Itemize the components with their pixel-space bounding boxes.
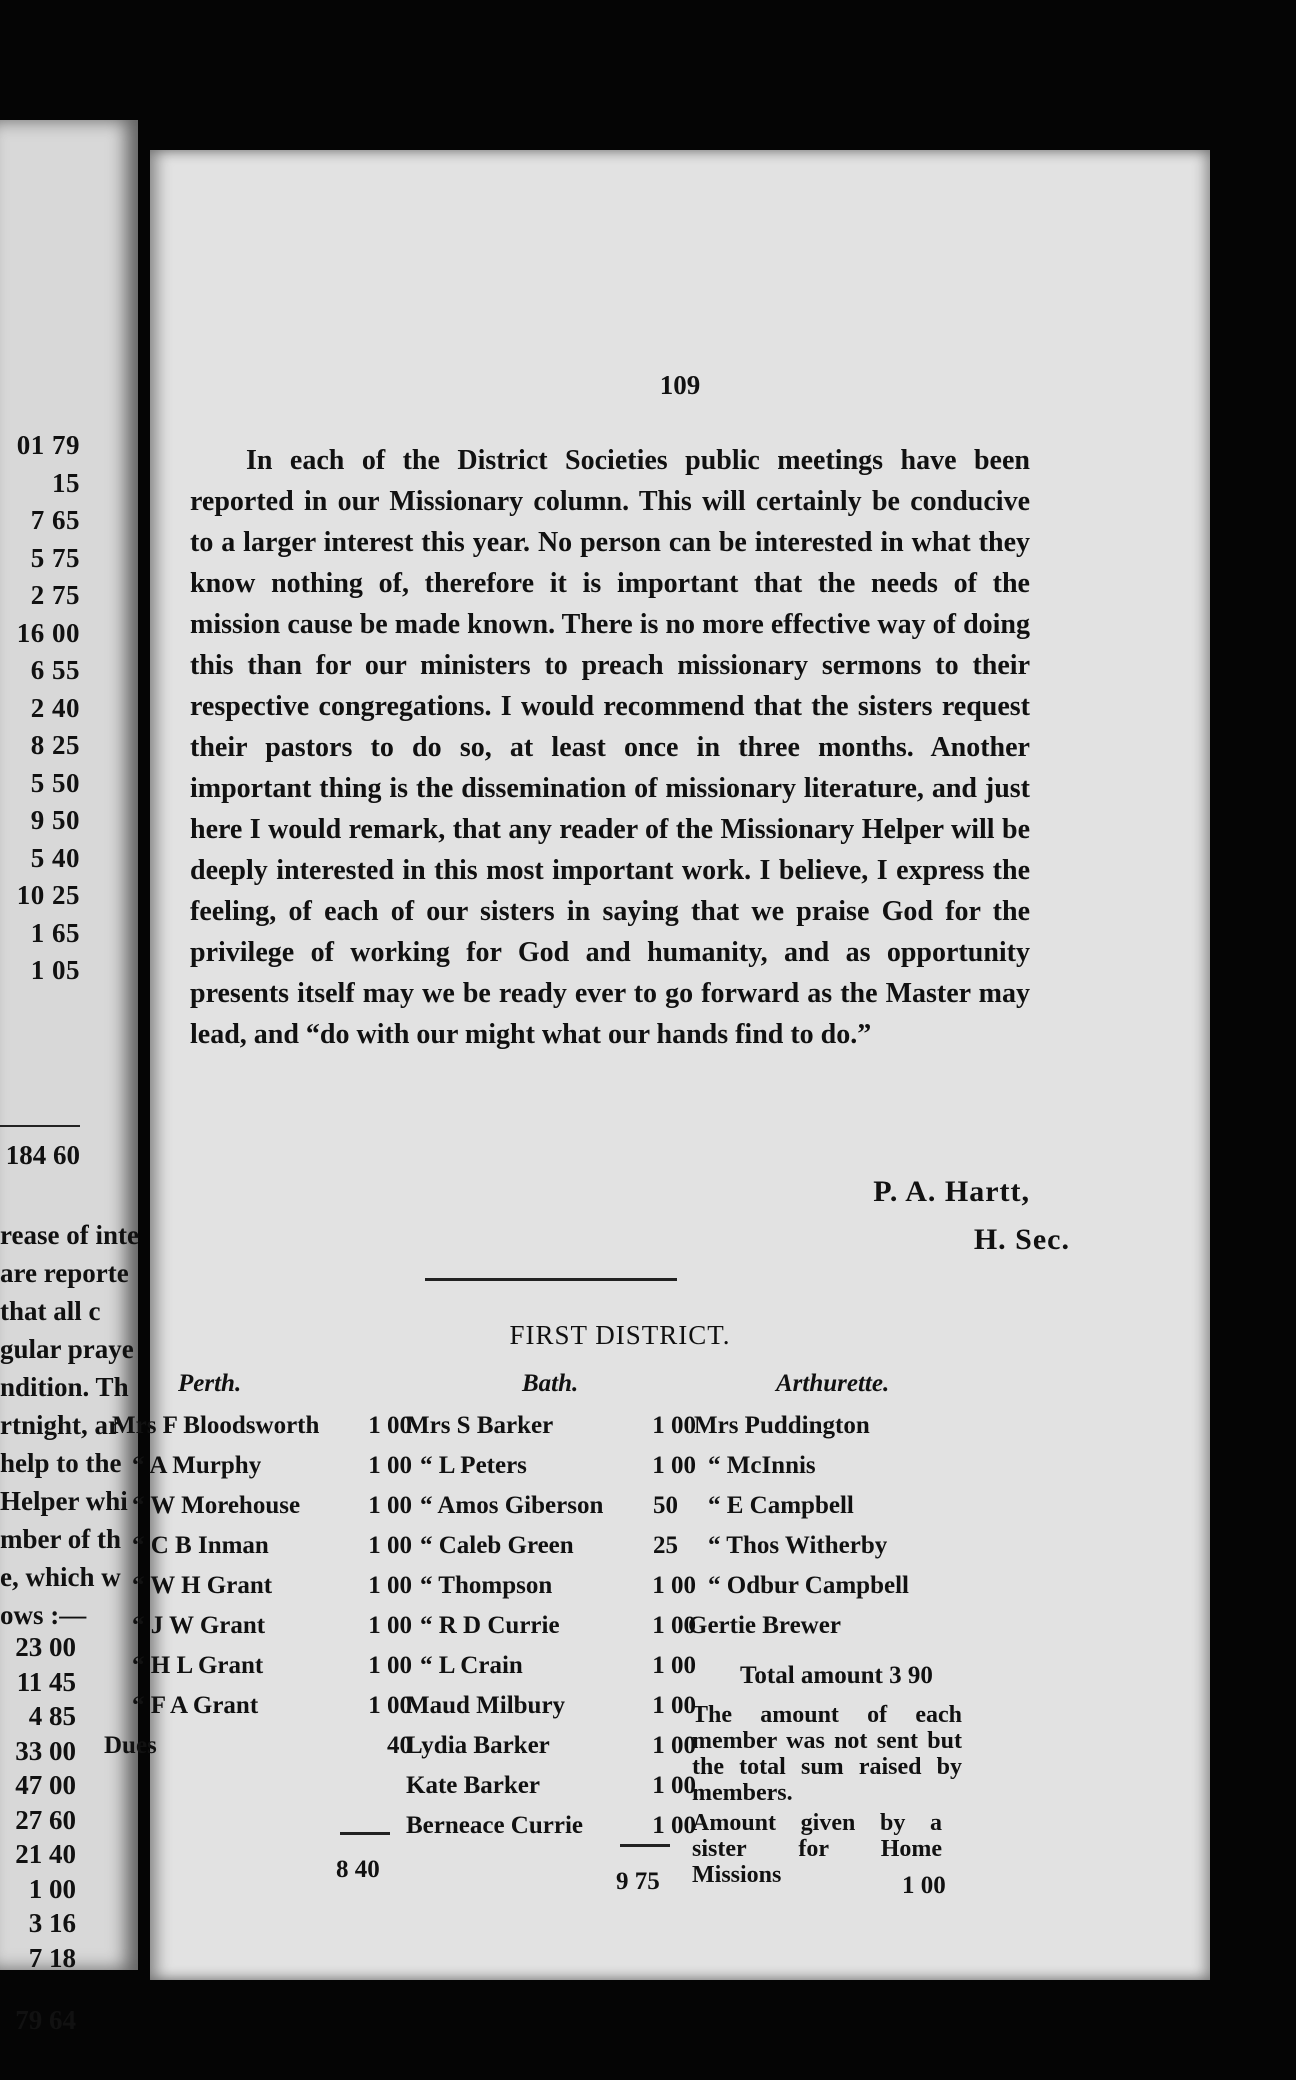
section-divider bbox=[425, 1278, 677, 1281]
list-item bbox=[694, 1412, 984, 1452]
signature-name: P. A. Hartt, bbox=[873, 1175, 1030, 1208]
left-amount: 33 00 bbox=[15, 1735, 76, 1766]
list-item bbox=[112, 1612, 412, 1652]
home-missions-note: Amount given by a sister for Home Missions bbox=[692, 1810, 942, 1888]
district-heading: FIRST DISTRICT. bbox=[509, 1320, 731, 1350]
left-text-fragment: rease of inte bbox=[0, 1220, 139, 1250]
member-amount: 1 00 bbox=[652, 1572, 696, 1599]
member-name: “ W Morehouse bbox=[132, 1492, 301, 1519]
left-amount: 4 85 bbox=[28, 1701, 76, 1731]
member-amount: 1 00 bbox=[652, 1812, 696, 1839]
member-name: “ J W Grant bbox=[132, 1612, 266, 1639]
list-item bbox=[406, 1772, 696, 1812]
perth-total: 8 40 bbox=[336, 1856, 380, 1883]
left-text-fragment: are reporte bbox=[0, 1258, 129, 1288]
left-text-fragment: gular praye bbox=[0, 1334, 134, 1364]
left-amount: 01 79 bbox=[16, 430, 80, 460]
left-amount: 47 00 bbox=[15, 1770, 76, 1800]
member-amount: 1 00 bbox=[652, 1612, 696, 1639]
left-amount: 1 65 bbox=[30, 917, 80, 948]
left-amount: 1 05 bbox=[30, 955, 80, 985]
list-item bbox=[112, 1412, 412, 1452]
left-amount-column-2 bbox=[0, 1632, 76, 1977]
left-amount: 2 75 bbox=[30, 580, 80, 610]
list-item bbox=[406, 1612, 696, 1652]
left-amount: 2 40 bbox=[30, 692, 80, 723]
left-total: 184 60 bbox=[5, 1140, 80, 1170]
member-name: Lydia Barker bbox=[406, 1732, 550, 1759]
left-total-2: 79 64 bbox=[15, 2005, 76, 2035]
member-name: “ Odbur Campbell bbox=[708, 1572, 909, 1599]
list-item bbox=[406, 1652, 696, 1692]
member-amount: 1 00 bbox=[652, 1732, 696, 1759]
list-item bbox=[694, 1572, 984, 1612]
member-amount: 1 00 bbox=[652, 1652, 696, 1679]
list-item bbox=[406, 1572, 696, 1612]
bath-total: 9 75 bbox=[616, 1868, 660, 1895]
list-item bbox=[112, 1692, 412, 1732]
arthurette-list bbox=[688, 1412, 984, 1652]
arthurette-note: The amount of each member was not sent but the total sum raised by members. bbox=[692, 1702, 962, 1806]
member-amount: 1 00 bbox=[652, 1412, 696, 1439]
bath-total-rule bbox=[620, 1844, 670, 1847]
left-amount: 5 75 bbox=[30, 542, 80, 573]
page-number: 109 bbox=[659, 370, 701, 400]
list-item bbox=[104, 1732, 412, 1772]
left-amount: 3 16 bbox=[28, 1908, 76, 1938]
signature-block bbox=[670, 1168, 1070, 1264]
member-name: “ H L Grant bbox=[132, 1652, 264, 1679]
member-amount: 1 00 bbox=[652, 1772, 696, 1799]
member-amount: 25 bbox=[653, 1532, 678, 1559]
left-total-rule bbox=[0, 1125, 80, 1127]
member-amount: 1 00 bbox=[368, 1532, 412, 1559]
document-page bbox=[104, 150, 1210, 1980]
member-amount: 1 00 bbox=[368, 1412, 412, 1439]
member-amount: 1 00 bbox=[368, 1612, 412, 1639]
list-item bbox=[406, 1732, 696, 1772]
column-heading-perth: Perth. bbox=[178, 1370, 242, 1397]
member-amount: 1 00 bbox=[368, 1452, 412, 1479]
left-text-fragment: rtnight, ar bbox=[0, 1410, 120, 1440]
left-text-fragment: e, which w bbox=[0, 1562, 121, 1592]
list-item bbox=[406, 1532, 696, 1572]
arthurette-total: Total amount 3 90 bbox=[740, 1662, 933, 1689]
member-name: “ W H Grant bbox=[132, 1572, 273, 1599]
member-amount: 1 00 bbox=[368, 1572, 412, 1599]
list-item bbox=[694, 1532, 984, 1572]
left-amount: 27 60 bbox=[15, 1804, 76, 1835]
list-item bbox=[688, 1612, 984, 1652]
member-name: Mrs Puddington bbox=[694, 1412, 870, 1439]
left-amount: 15 bbox=[52, 467, 80, 498]
member-amount: 50 bbox=[653, 1492, 678, 1519]
member-name: “ Amos Giberson bbox=[420, 1492, 604, 1519]
member-name: “ R D Currie bbox=[420, 1612, 560, 1639]
list-item bbox=[694, 1492, 984, 1532]
left-text-fragment: ndition. Th bbox=[0, 1372, 129, 1402]
member-name: “ Caleb Green bbox=[420, 1532, 574, 1559]
column-heading-arthurette: Arthurette. bbox=[776, 1370, 890, 1397]
left-text-fragment: ows :— bbox=[0, 1600, 87, 1630]
left-amount: 7 18 bbox=[28, 1942, 76, 1973]
left-amount: 21 40 bbox=[15, 1839, 76, 1869]
left-amount: 6 55 bbox=[30, 655, 80, 685]
member-amount: 1 00 bbox=[368, 1492, 412, 1519]
member-amount: 40 bbox=[387, 1732, 412, 1759]
member-name: “ L Peters bbox=[420, 1452, 527, 1479]
signature-title: H. Sec. bbox=[973, 1223, 1070, 1256]
left-amount: 11 45 bbox=[16, 1666, 76, 1697]
member-name: Kate Barker bbox=[406, 1772, 540, 1799]
list-item bbox=[112, 1652, 412, 1692]
member-name: Gertie Brewer bbox=[688, 1612, 841, 1639]
member-name: Dues bbox=[104, 1732, 157, 1759]
left-amount: 10 25 bbox=[16, 880, 80, 910]
list-item bbox=[112, 1452, 412, 1492]
list-item bbox=[112, 1572, 412, 1612]
member-amount: 1 00 bbox=[652, 1692, 696, 1719]
member-name: Maud Milbury bbox=[406, 1692, 566, 1719]
list-item bbox=[112, 1492, 412, 1532]
left-text-fragment: mber of th bbox=[0, 1524, 121, 1554]
member-amount: 1 00 bbox=[652, 1452, 696, 1479]
list-item bbox=[406, 1452, 696, 1492]
left-amount: 8 25 bbox=[30, 730, 80, 760]
report-paragraph: In each of the District Societies public meetings have been reported in our Missionary column. This will certainly be conducive to a larger interest this year. No person can be interested in what they know nothing of, therefore it is important that the needs of the mission cause be made known. There is no more effective way of doing this than for our ministers to preach missionary sermons to their respective congregations. I would recommend that the sisters request their pastors to do so, at least once in three months. Another important thing is the dissemination of missionary literature, and just here I would remark, that any reader of the Missionary Helper will be deeply interested in this most important work. I believe, I express the feeling, of each of our sisters in saying that we praise God for the privilege of working for God and humanity, and as opportunity presents itself may we be ready ever to go forward as the Master may lead, and “do with our might what our hands find to do.” bbox=[190, 445, 1030, 1050]
left-amount: 1 00 bbox=[28, 1873, 76, 1904]
left-amount: 16 00 bbox=[16, 617, 80, 648]
column-heading-bath: Bath. bbox=[522, 1370, 579, 1397]
list-item bbox=[694, 1452, 984, 1492]
member-name: “ McInnis bbox=[708, 1452, 816, 1479]
left-text-fragment: Helper whi bbox=[0, 1486, 128, 1516]
member-name: “ F A Grant bbox=[132, 1692, 259, 1719]
member-name: Mrs S Barker bbox=[406, 1412, 554, 1439]
left-amount: 7 65 bbox=[30, 505, 80, 535]
member-name: “ A Murphy bbox=[132, 1452, 262, 1479]
member-name: “ Thompson bbox=[420, 1572, 553, 1599]
perth-total-rule bbox=[340, 1832, 390, 1835]
left-text-fragment: that all c bbox=[0, 1296, 101, 1326]
member-amount: 1 00 bbox=[368, 1692, 412, 1719]
member-name: “ Thos Witherby bbox=[708, 1532, 888, 1559]
member-name: “ C B Inman bbox=[132, 1532, 269, 1559]
left-text-fragment: help to the bbox=[0, 1448, 122, 1478]
left-amount: 5 50 bbox=[30, 767, 80, 798]
member-name: “ E Campbell bbox=[708, 1492, 854, 1519]
member-name: Mrs F Bloodsworth bbox=[112, 1412, 320, 1439]
left-amount-column bbox=[0, 430, 80, 993]
list-item bbox=[406, 1692, 696, 1732]
bath-list bbox=[406, 1412, 696, 1852]
left-amount: 5 40 bbox=[30, 842, 80, 873]
perth-list bbox=[104, 1412, 412, 1772]
member-name: Berneace Currie bbox=[406, 1812, 584, 1839]
left-amount: 23 00 bbox=[15, 1632, 76, 1662]
member-amount: 1 00 bbox=[368, 1652, 412, 1679]
list-item bbox=[406, 1412, 696, 1452]
list-item bbox=[406, 1492, 696, 1532]
list-item bbox=[112, 1532, 412, 1572]
home-missions-amount: 1 00 bbox=[902, 1872, 946, 1899]
member-name: “ L Crain bbox=[420, 1652, 523, 1679]
left-amount: 9 50 bbox=[30, 805, 80, 835]
